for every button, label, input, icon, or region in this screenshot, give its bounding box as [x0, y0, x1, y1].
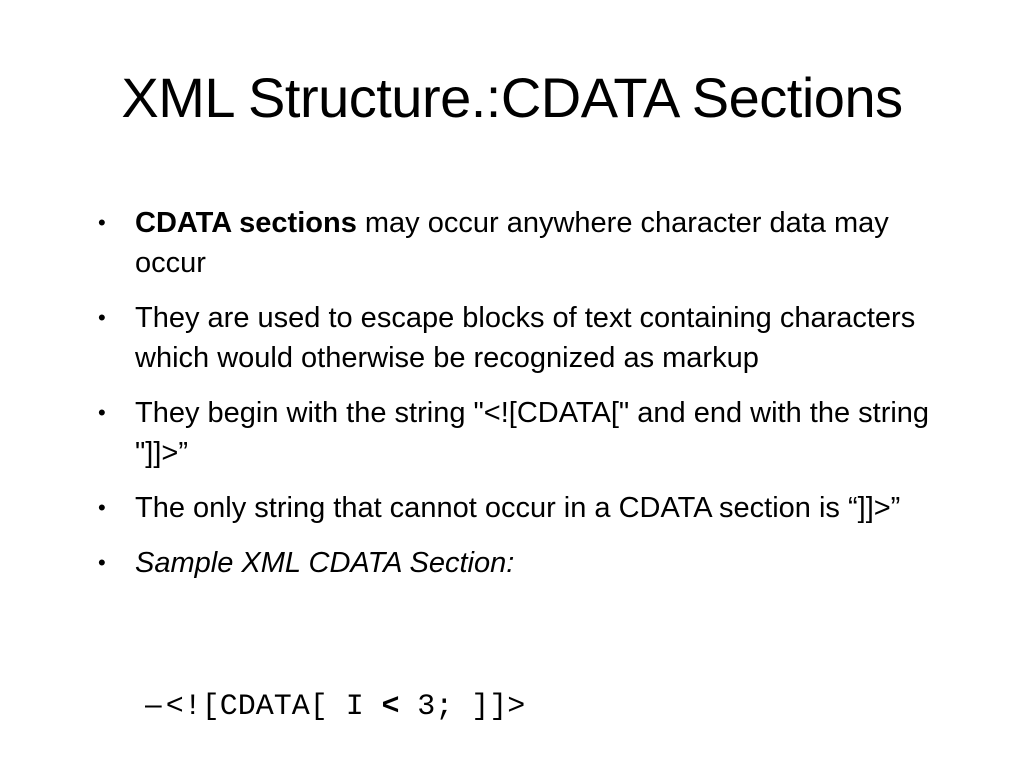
code-start: <![CDATA[ I	[165, 690, 382, 724]
bullet-marker: •	[98, 210, 106, 235]
bullet-text: They begin with the string "<![CDATA[" and end with the string "]]>”	[135, 397, 930, 469]
bullet-text: They are used to escape blocks of text containing characters which would otherwise be recognized as markup	[135, 302, 916, 374]
bullet-marker: •	[98, 305, 106, 330]
bullet-item-sample-heading	[98, 543, 958, 583]
bullet-item-begin-end-strings	[98, 393, 958, 473]
sub-bullet-dash: –	[145, 688, 162, 721]
bullet-bold-term: CDATA sections	[135, 207, 357, 239]
slide-title: XML Structure.:CDATA Sections	[121, 66, 903, 129]
bullet-marker: •	[98, 495, 106, 520]
bullet-marker: •	[98, 400, 106, 425]
bullet-item-cdata-sections	[98, 203, 958, 283]
bullet-text: may occur anywhere character data may occur	[135, 207, 889, 279]
code-end: 3; ]]>	[399, 690, 526, 724]
bullet-marker: •	[98, 550, 106, 575]
sample-cdata-code	[145, 683, 525, 729]
bullet-text: Sample XML CDATA Section:	[135, 547, 515, 579]
bullet-text: The only string that cannot occur in a CDATA section is “]]>”	[135, 492, 901, 524]
bullet-item-escape-blocks	[98, 298, 958, 378]
bullet-list	[98, 203, 958, 598]
bullet-item-forbidden-string	[98, 488, 958, 528]
code-less-than: <	[381, 688, 400, 721]
